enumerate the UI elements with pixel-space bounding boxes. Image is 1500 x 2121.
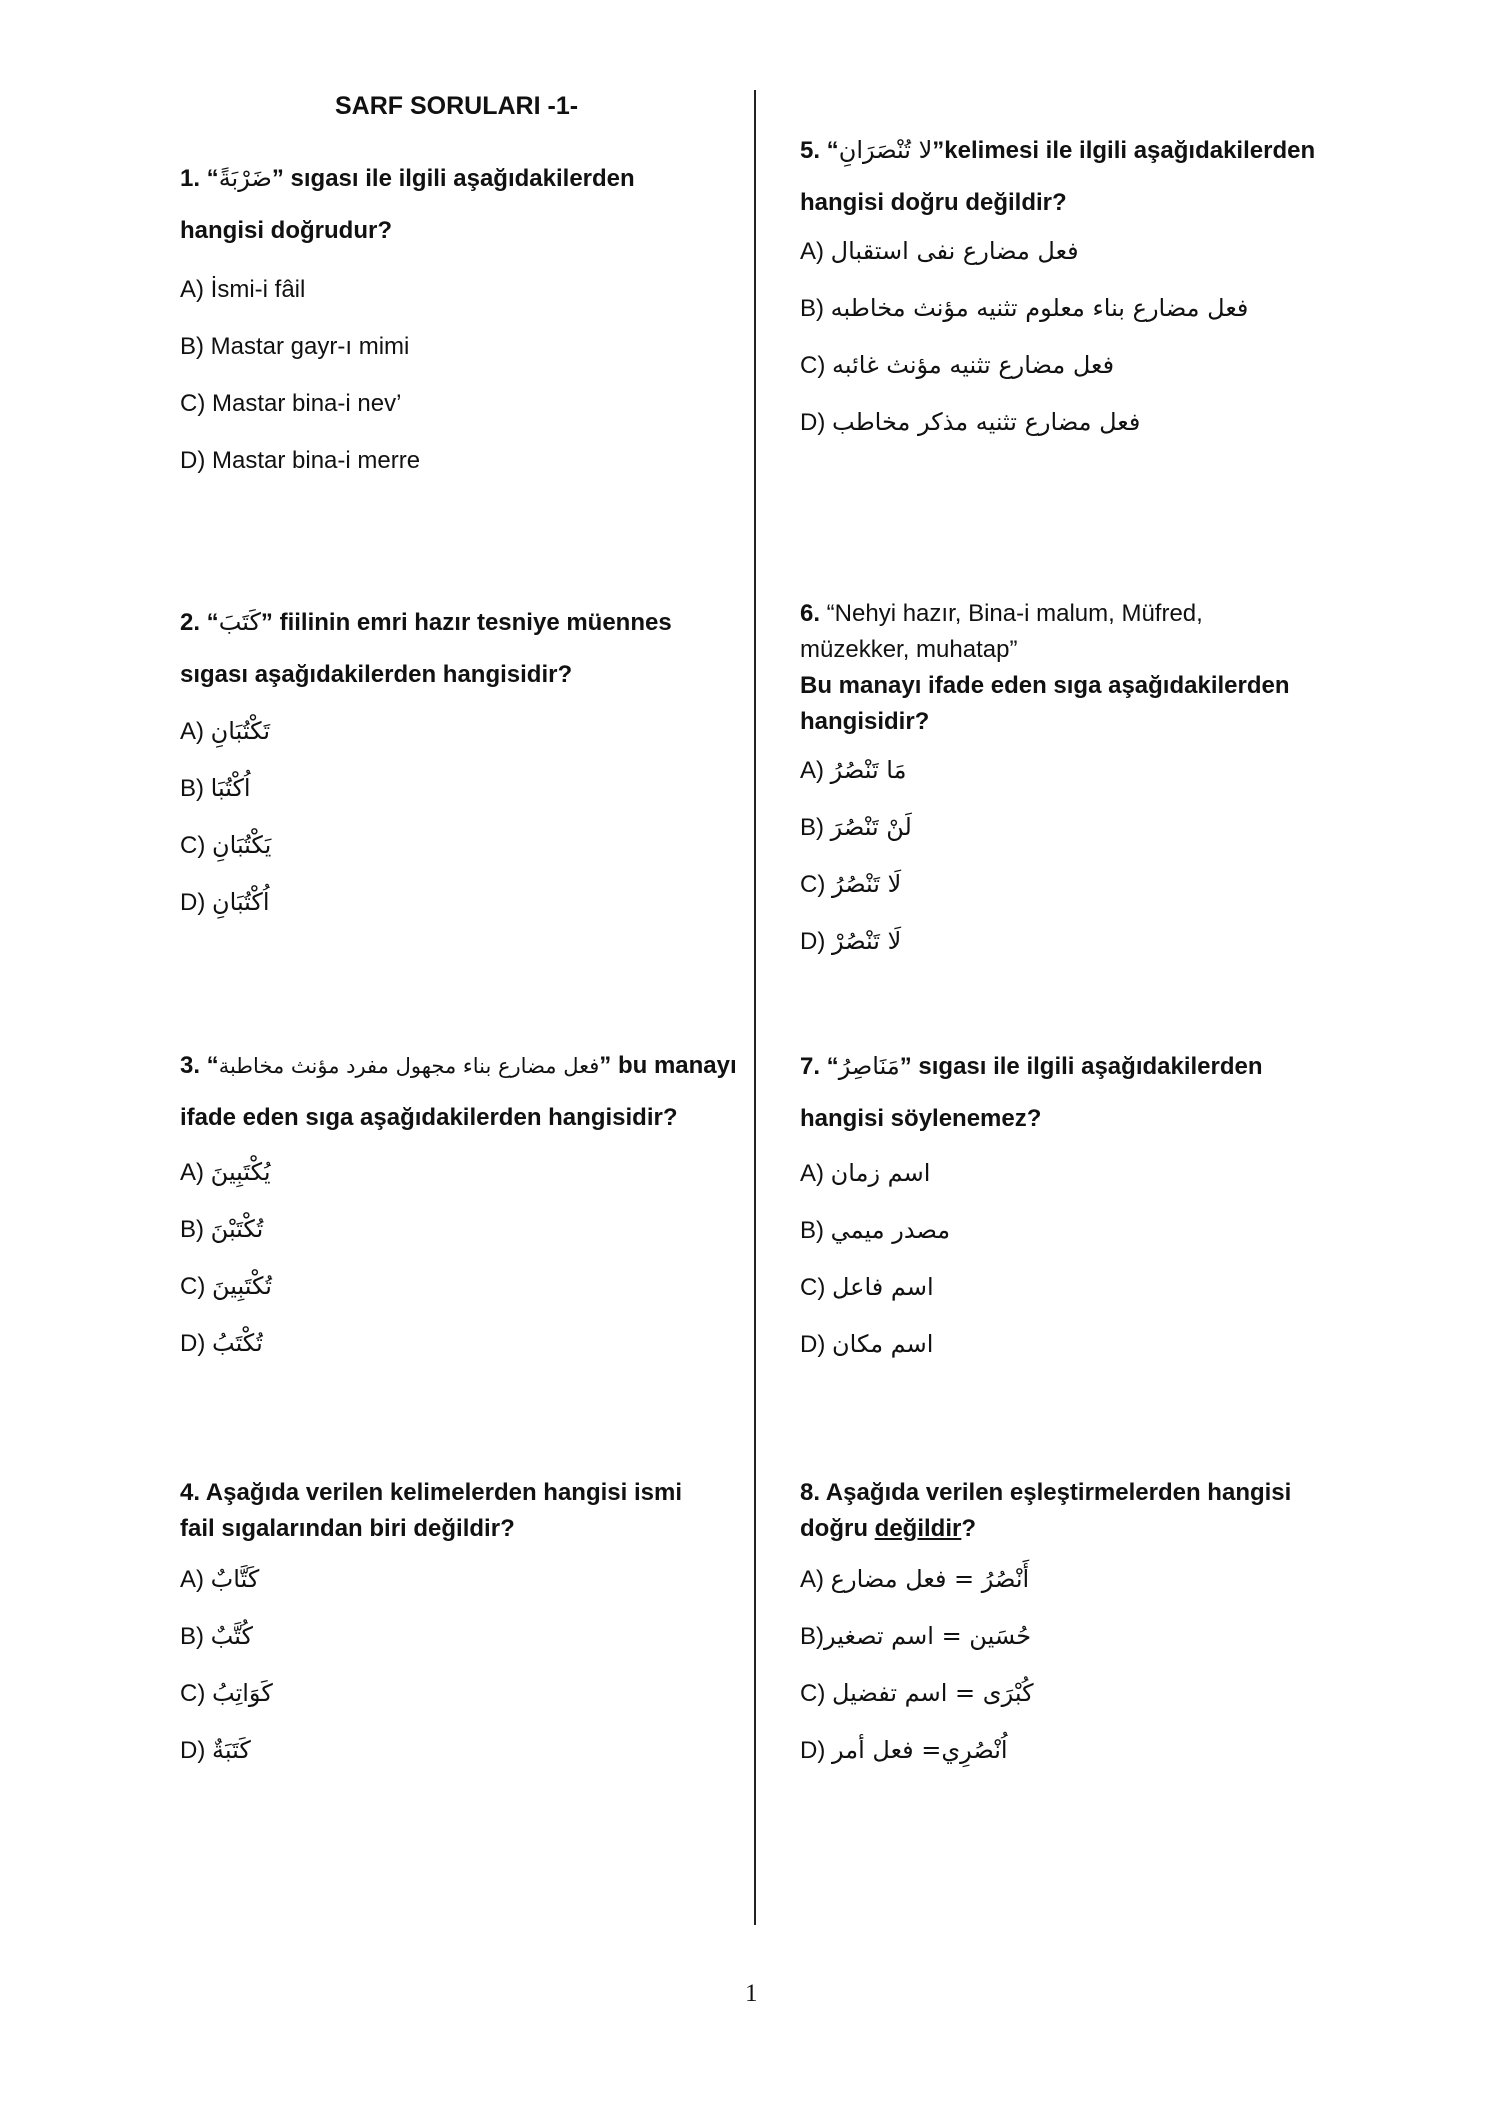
option-b[interactable]: B) تُكْتَبْنَ: [180, 1215, 264, 1243]
question-8-stem: 8. Aşağıda verilen eşleştirmelerden hangisi doğru değildir?: [800, 1479, 1292, 1542]
question-6-stem: 6. “Nehyi hazır, Bina-i malum, Müfred, müzekker, muhatap” Bu manayı ifade eden sıga aşağıdakilerden hangisidir?: [800, 600, 1290, 735]
option-b[interactable]: B) مصدر ميمي: [800, 1216, 951, 1244]
option-a[interactable]: A) İsmi-i fâil: [180, 276, 306, 303]
arabic-term: لا تُنْصَرَانِ: [838, 136, 933, 164]
question-6: [800, 596, 1360, 970]
arabic-term: مَنَاصِرُ: [838, 1052, 900, 1080]
option-c[interactable]: C) يَكْتُبَانِ: [180, 831, 272, 859]
option-b[interactable]: B)حُسَين = اسم تصغير: [800, 1622, 1032, 1650]
question-3: [180, 1040, 740, 1372]
question-4-stem: 4. Aşağıda verilen kelimelerden hangisi ismi fail sıgalarından biri değildir?: [180, 1479, 682, 1542]
underlined-word: değildir: [874, 1515, 962, 1542]
option-d[interactable]: D) اسم مكان: [800, 1330, 934, 1358]
column-divider: [754, 90, 756, 1925]
option-b[interactable]: B) كُتَّبٌ: [180, 1622, 253, 1650]
question-number: 8.: [800, 1479, 821, 1506]
question-8: [800, 1475, 1360, 1779]
option-b[interactable]: B) Mastar gayr-ı mimi: [180, 333, 410, 360]
option-d[interactable]: D) لَا تَنْصُرْ: [800, 927, 902, 955]
option-c[interactable]: C) تُكْتَبِينَ: [180, 1272, 272, 1300]
question-number: 6.: [800, 600, 821, 627]
option-c[interactable]: C) Mastar bina-i nev’: [180, 390, 402, 417]
option-d[interactable]: D) كَتَبَةٌ: [180, 1736, 251, 1764]
option-c[interactable]: C) كَوَاتِبُ: [180, 1679, 273, 1707]
page-title: SARF SORULARI -1-: [335, 92, 579, 120]
question-number: 5.: [800, 137, 821, 164]
option-c[interactable]: C) لَا تَنْصُرُ: [800, 870, 902, 898]
arabic-term: كَتَبَ: [218, 608, 261, 636]
option-b[interactable]: B) اُكْتُبَا: [180, 774, 251, 802]
option-d[interactable]: D) Mastar bina-i merre: [180, 447, 421, 474]
option-a[interactable]: A) كَتَّابٌ: [180, 1565, 260, 1593]
question-2-stem: 2. “كَتَبَ” fiilinin emri hazır tesniye müennes sıgası aşağıdakilerden hangisidir?: [180, 608, 672, 688]
question-number: 3.: [180, 1052, 201, 1079]
option-a[interactable]: A) تَكْتُبَانِ: [180, 717, 271, 745]
question-7-stem: 7. “مَنَاصِرُ” sıgası ile ilgili aşağıdakilerden hangisi söylenemez?: [800, 1052, 1263, 1132]
arabic-term: ضَرْبَةً: [218, 164, 272, 192]
option-a[interactable]: A) يُكْتَبِينَ: [180, 1158, 271, 1186]
question-4: [180, 1475, 740, 1779]
option-b[interactable]: B) لَنْ تَنْصُرَ: [800, 813, 912, 841]
arabic-term: فعل مضارع بناء مجهول مفرد مؤنث مخاطبة: [218, 1054, 600, 1078]
question-number: 4.: [180, 1479, 201, 1506]
question-2: [180, 596, 740, 931]
question-3-stem: 3. “فعل مضارع بناء مجهول مفرد مؤنث مخاطبة” bu manayı ifade eden sıga aşağıdakilerden hangisidir?: [180, 1052, 737, 1131]
option-b[interactable]: B) فعل مضارع بناء معلوم تثنيه مؤنث مخاطبه: [800, 294, 1249, 322]
question-number: 7.: [800, 1053, 821, 1080]
question-1: [180, 152, 740, 489]
page-number: 1: [745, 1980, 758, 2007]
question-number: 2.: [180, 609, 201, 636]
option-d[interactable]: D) اُكْتُبَانِ: [180, 888, 270, 916]
question-7: [800, 1040, 1360, 1373]
option-c[interactable]: C) كُبْرَى = اسم تفضيل: [800, 1679, 1034, 1707]
option-c[interactable]: C) اسم فاعل: [800, 1273, 934, 1301]
option-a[interactable]: A) أَنْصُرُ = فعل مضارع: [800, 1565, 1030, 1593]
option-d[interactable]: D) تُكْتَبُ: [180, 1329, 263, 1357]
question-5-stem: 5. “لا تُنْصَرَانِ”kelimesi ile ilgili aşağıdakilerden hangisi doğru değildir?: [800, 136, 1316, 216]
option-d[interactable]: D) اُنْصُرِي= فعل أمر: [800, 1736, 1008, 1764]
option-a[interactable]: A) مَا تَنْصُرُ: [800, 756, 907, 784]
question-5: [800, 124, 1360, 451]
option-a[interactable]: A) اسم زمان: [800, 1159, 931, 1187]
option-a[interactable]: A) فعل مضارع نفى استقبال: [800, 237, 1079, 265]
option-d[interactable]: D) فعل مضارع تثنيه مذكر مخاطب: [800, 408, 1141, 436]
question-1-stem: 1. “ضَرْبَةً” sıgası ile ilgili aşağıdakilerden hangisi doğrudur?: [180, 164, 635, 244]
question-number: 1.: [180, 165, 201, 192]
option-c[interactable]: C) فعل مضارع تثنيه مؤنث غائبه: [800, 351, 1115, 379]
